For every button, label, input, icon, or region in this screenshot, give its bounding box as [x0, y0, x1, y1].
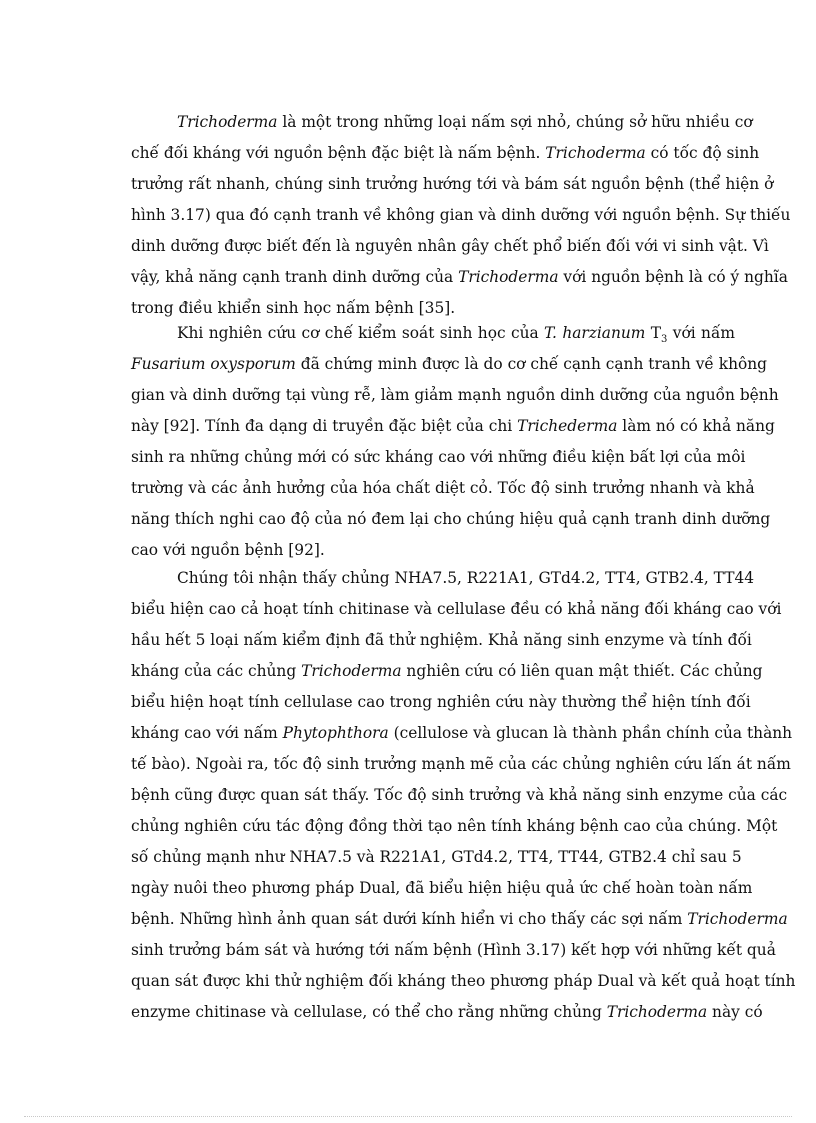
- italic-term: Trichoderma: [687, 910, 788, 928]
- text-run: hình 3.17) qua đó cạnh tranh về không gian và dinh dưỡng với nguồn bệnh. Sự thiếu: [131, 206, 791, 224]
- text-run: trong điều khiển sinh học nấm bệnh [35].: [131, 299, 456, 317]
- italic-term: Phytophthora: [282, 724, 389, 742]
- italic-term: Trichoderma: [606, 1003, 708, 1021]
- subscript-text: 3: [661, 334, 668, 345]
- text-run: kháng của các chủng: [131, 662, 302, 680]
- text-run: chế đối kháng với nguồn bệnh đặc biệt là nấm bệnh.: [131, 144, 546, 162]
- text-line: [131, 904, 788, 935]
- text-line: [131, 318, 735, 349]
- text-line: [131, 442, 746, 473]
- text-line: [131, 780, 788, 811]
- text-line: [131, 169, 774, 200]
- text-line: [131, 473, 755, 504]
- text-line: [131, 873, 753, 904]
- text-line: [131, 380, 779, 411]
- paragraph-2: [131, 318, 779, 566]
- text-run: Khi nghiên cứu cơ chế kiểm soát sinh học của: [177, 324, 545, 342]
- page-bottom-dotted-rule: [24, 1116, 792, 1117]
- text-line: [131, 262, 788, 293]
- text-run: trường và các ảnh hưởng của hóa chất diệt cỏ. Tốc độ sinh trưởng nhanh và khả: [131, 479, 755, 497]
- italic-term: Fusarium oxysporum: [131, 355, 296, 373]
- text-line: [131, 997, 763, 1028]
- text-line: [131, 687, 751, 718]
- text-run: dinh dưỡng được biết đến là nguyên nhân gây chết phổ biến đối với vi sinh vật. Vì: [131, 237, 769, 255]
- text-run: bệnh. Những hình ảnh quan sát dưới kính hiển vi cho thấy các sợi nấm: [131, 910, 688, 928]
- text-run: kháng cao với nấm: [131, 724, 283, 742]
- text-run: sinh ra những chủng mới có sức kháng cao với những điều kiện bất lợi của môi: [131, 448, 746, 466]
- text-run: gian và dinh dưỡng tại vùng rễ, làm giảm mạnh nguồn dinh dưỡng của nguồn bệnh: [131, 386, 779, 404]
- text-run: bệnh cũng được quan sát thấy. Tốc độ sinh trưởng và khả năng sinh enzyme của các: [131, 786, 788, 804]
- text-run: năng thích nghi cao độ của nó đem lại cho chúng hiệu quả cạnh tranh dinh dưỡng: [131, 510, 771, 528]
- text-run: là một trong những loại nấm sợi nhỏ, chúng sở hữu nhiều cơ: [277, 113, 753, 131]
- text-line: [131, 966, 796, 997]
- italic-term: Trichoderma: [301, 662, 402, 680]
- text-run: ngày nuôi theo phương pháp Dual, đã biểu hiện hiệu quả ức chế hoàn toàn nấm: [131, 879, 753, 897]
- text-run: có tốc độ sinh: [645, 144, 760, 162]
- text-run: cao với nguồn bệnh [92].: [131, 541, 325, 559]
- text-run: quan sát được khi thử nghiệm đối kháng theo phương pháp Dual và kết quả hoạt tính: [131, 972, 796, 990]
- text-run: vậy, khả năng cạnh tranh dinh dưỡng của: [131, 268, 459, 286]
- italic-term: Trichoderma: [177, 113, 278, 131]
- text-run: đã chứng minh được là do cơ chế cạnh cạnh tranh về không: [295, 355, 768, 373]
- paragraph-3: [131, 563, 796, 1028]
- text-run: (cellulose và glucan là thành phần chính của thành: [388, 724, 793, 742]
- text-run: biểu hiện hoạt tính cellulase cao trong nghiên cứu này thường thể hiện tính đối: [131, 693, 751, 711]
- text-run: biểu hiện cao cả hoạt tính chitinase và cellulase đều có khả năng đối kháng cao với: [131, 600, 782, 618]
- text-run: với nấm: [667, 324, 735, 342]
- italic-term: T. harzianum: [544, 324, 646, 342]
- italic-term: Trichederma: [517, 417, 618, 435]
- text-run: Chúng tôi nhận thấy chủng NHA7.5, R221A1, GTd4.2, TT4, GTB2.4, TT44: [177, 569, 755, 587]
- italic-term: Trichoderma: [458, 268, 559, 286]
- text-run: làm nó có khả năng: [617, 417, 775, 435]
- text-run: với nguồn bệnh là có ý nghĩa: [558, 268, 788, 286]
- text-line: [131, 200, 791, 231]
- text-run: tế bào). Ngoài ra, tốc độ sinh trưởng mạnh mẽ của các chủng nghiên cứu lấn át nấm: [131, 755, 791, 773]
- paragraph-1: [131, 107, 791, 324]
- text-line: [131, 349, 768, 380]
- italic-term: Trichoderma: [545, 144, 646, 162]
- text-line: [131, 138, 760, 169]
- text-line: [131, 718, 793, 749]
- text-line: [131, 107, 753, 138]
- text-run: nghiên cứu có liên quan mật thiết. Các chủng: [401, 662, 763, 680]
- text-line: [131, 563, 755, 594]
- text-line: [131, 935, 776, 966]
- text-line: [131, 504, 771, 535]
- text-line: [131, 231, 769, 262]
- text-run: sinh trưởng bám sát và hướng tới nấm bệnh (Hình 3.17) kết hợp với những kết quả: [131, 941, 776, 959]
- text-run: số chủng mạnh như NHA7.5 và R221A1, GTd4.2, TT4, TT44, GTB2.4 chỉ sau 5: [131, 848, 742, 866]
- text-run: chủng nghiên cứu tác động đồng thời tạo nên tính kháng bệnh cao của chúng. Một: [131, 817, 778, 835]
- text-line: [131, 811, 778, 842]
- text-line: [131, 625, 752, 656]
- text-line: [131, 656, 763, 687]
- text-run: này [92]. Tính đa dạng di truyền đặc biệt của chi: [131, 417, 518, 435]
- text-run: T: [645, 324, 662, 342]
- text-line: [131, 749, 791, 780]
- text-line: [131, 594, 782, 625]
- text-run: này có: [707, 1003, 763, 1021]
- text-line: [131, 411, 775, 442]
- text-line: [131, 842, 742, 873]
- text-run: trưởng rất nhanh, chúng sinh trưởng hướng tới và bám sát nguồn bệnh (thể hiện ở: [131, 175, 774, 193]
- text-run: hầu hết 5 loại nấm kiểm định đã thử nghiệm. Khả năng sinh enzyme và tính đối: [131, 631, 752, 649]
- text-line: [131, 535, 735, 566]
- text-run: enzyme chitinase và cellulase, có thể cho rằng những chủng: [131, 1003, 607, 1021]
